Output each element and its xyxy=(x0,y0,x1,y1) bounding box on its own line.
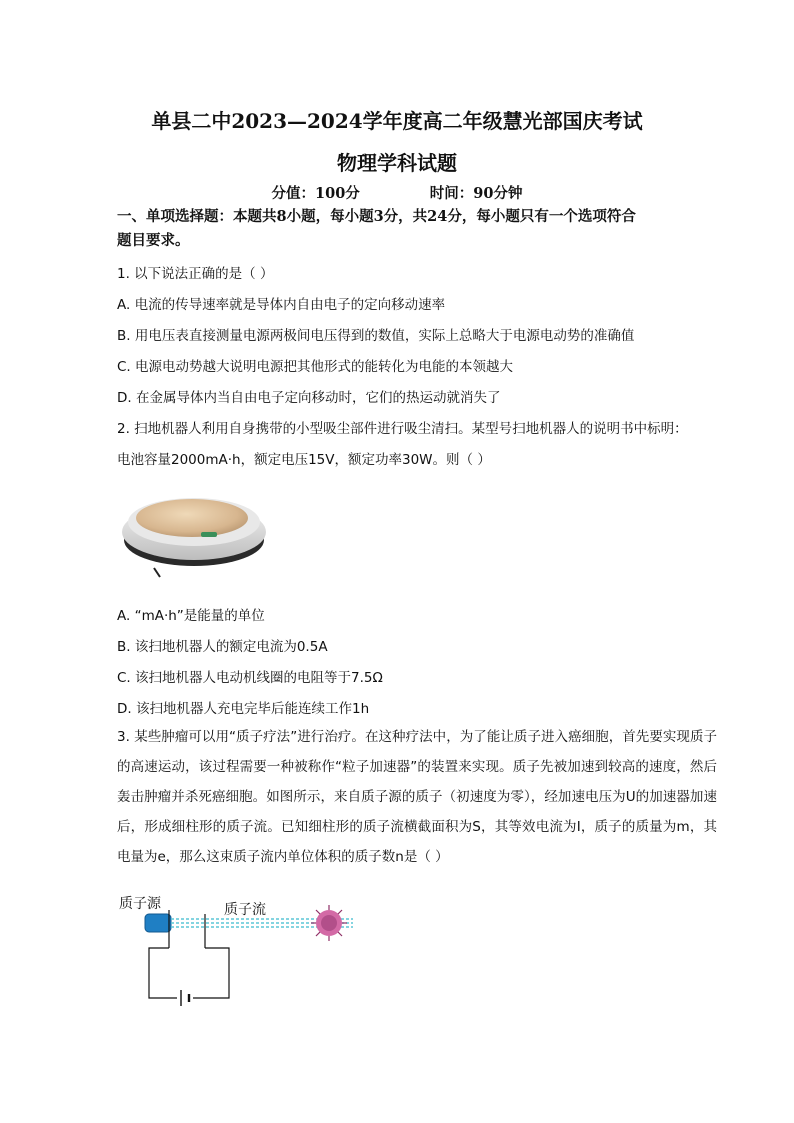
time-text: 时间：90分钟 xyxy=(429,185,523,202)
exam-title: 单县二中2023—2024学年度高二年级慧光部国庆考试 xyxy=(151,109,643,133)
section-heading-line1: 一、单项选择题：本题共8小题，每小题3分，共24分，每小题只有一个选项符合 xyxy=(117,208,636,225)
q1-option-a: A. 电流的传导速率就是导体内自由电子的定向移动速率 xyxy=(117,297,446,313)
q2-stem-line1: 2. 扫地机器人利用自身携带的小型吸尘部件进行吸尘清扫。某型号扫地机器人的说明书中标明： xyxy=(117,421,688,437)
q3-stem: 3. 某些肿瘤可以用“质子疗法”进行治疗。在这种疗法中，为了能让质子进入癌细胞，首先要实现质子的高速运动，该过程需要一种被称作“粒子加速器”的装置来实现。质子先被加速到较高的速度，然后轰击肿瘤并杀死癌细胞。如图所示，来自质子源的质子（初速度为零），经加速电压为U的加速器加速后，形成细柱形的质子流。已知细柱形的质子流横截面积为S，其等效电流为I，质子的质量为m，其电量为e，那么这束质子流内单位体积的质子数n是（ ） xyxy=(117,729,717,865)
label-proton-beam: 质子流 xyxy=(224,902,266,918)
q2-option-b: B. 该扫地机器人的额定电流为0.5A xyxy=(117,639,328,655)
q1-stem: 1. 以下说法正确的是（ ） xyxy=(117,266,274,282)
proton-accelerator-diagram xyxy=(117,890,367,1010)
score-text: 分值：100分 xyxy=(271,185,360,202)
circuit-wire-right xyxy=(193,948,229,998)
circuit-wire-left xyxy=(149,948,177,998)
q1-option-b: B. 用电压表直接测量电源两极间电压得到的数值，实际上总略大于电源电动势的准确值 xyxy=(117,328,635,344)
q2-option-a: A. “mA·h”是能量的单位 xyxy=(117,608,265,624)
q1-option-d: D. 在金属导体内当自由电子定向移动时，它们的热运动就消失了 xyxy=(117,390,501,406)
section-heading-line2: 题目要求。 xyxy=(117,232,190,249)
cancer-cell-icon xyxy=(311,905,347,941)
q2-option-d: D. 该扫地机器人充电完毕后能连续工作1h xyxy=(117,701,370,717)
exam-subtitle: 物理学科试题 xyxy=(337,151,457,175)
exam-meta xyxy=(0,182,794,203)
robot-vacuum-image xyxy=(114,480,274,580)
q2-option-c: C. 该扫地机器人电动机线圈的电阻等于7.5Ω xyxy=(117,670,383,686)
section-heading xyxy=(117,205,717,253)
label-proton-source: 质子源 xyxy=(119,896,161,912)
q1-option-c: C. 电源电动势越大说明电源把其他形式的能转化为电能的本领越大 xyxy=(117,359,514,375)
proton-source-shape xyxy=(145,914,171,932)
q2-stem-line2: 电池容量2000mA·h，额定电压15V，额定功率30W。则（ ） xyxy=(117,452,491,468)
